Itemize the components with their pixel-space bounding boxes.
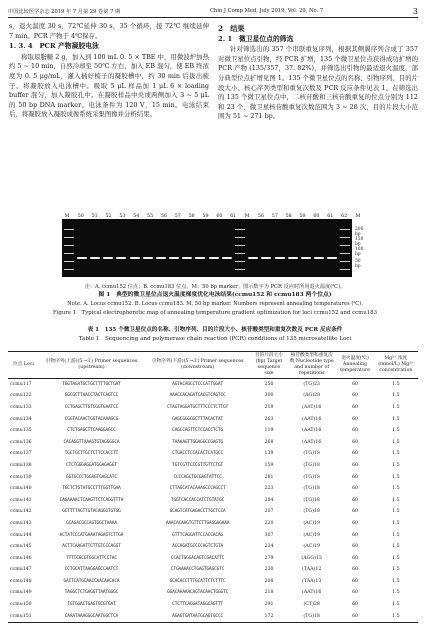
reverse-primer-cell: TGTCGTTCCCGTTGTTCTGT: [172, 462, 224, 468]
page-number: 3: [412, 6, 418, 16]
gel-lane-label: 58: [188, 214, 195, 219]
gel-lane: [88, 219, 102, 277]
gel-lane: [338, 219, 352, 277]
forward-primer-cell: CCTGCATTAAGGAGCCAATCT: [64, 567, 119, 573]
pcr-band: [261, 257, 271, 259]
target-size-cell: 207: [264, 509, 274, 515]
marker-band: [235, 253, 245, 254]
mg-cell: 1.5: [392, 393, 400, 399]
table-row: [8, 460, 418, 472]
forward-primer-cell: CTCTGAGCTTCAAGGAGCC: [67, 428, 116, 434]
repeat-cell: (CT)28: [303, 602, 320, 608]
gel-lane: [180, 219, 194, 277]
repeat-cell: (AC)19: [303, 544, 320, 550]
table-row: [8, 518, 418, 530]
locus-cell: ccmu143: [10, 520, 32, 526]
pcr-band: [209, 257, 219, 259]
forward-primer-cell: TGCTGCTTGCTCTTCCACCTT: [64, 451, 119, 457]
target-size-cell: 223: [264, 486, 274, 492]
table-row: [8, 391, 418, 403]
repeat-cell: (AAT)16: [302, 439, 322, 445]
repeat-cell: (TG)18: [303, 462, 320, 468]
annealing-temp-cell: 60: [352, 404, 359, 410]
forward-primer-cell: CAAATAAAGGGCAATGGCTCA: [39, 611, 144, 623]
gel-lane: [141, 219, 155, 277]
table-row: [8, 599, 418, 611]
marker-band: [340, 261, 350, 262]
locus-cell: ccmu140: [10, 486, 32, 492]
marker-band: [64, 253, 74, 254]
gel-lane-labels: [60, 212, 365, 219]
gel-lane: [220, 219, 234, 277]
pcr-band: [103, 257, 113, 259]
table-row: [8, 495, 418, 507]
annealing-temp-cell: 60: [336, 611, 373, 623]
header-repeat-type: 核苷酸类型和重复次数 Nucleotide type and number of repetitions: [287, 352, 337, 379]
marker-band: [340, 229, 350, 230]
forward-primer-cell: GCTTTTAGTTGTACAGGGTGTGG: [62, 509, 121, 515]
mg-cell: 1.5: [392, 544, 400, 550]
repeat-cell: (AAT)16: [302, 404, 322, 410]
target-size-cell: 291: [264, 602, 274, 608]
table-1-title-en: Table 1 Sequencing and polymerase chain reaction (PCR) conditions of 135 microsatellite Loci: [78, 336, 352, 342]
locus-cell: ccmu139: [10, 474, 32, 480]
forward-primer-cell: TGTGGACTGAGTGCGTGAT: [67, 602, 116, 608]
target-size-cell: 279: [264, 555, 274, 561]
gel-lane-label: 58: [285, 214, 292, 219]
mg-cell: 1.5: [392, 428, 400, 434]
reverse-primer-cell: CTCTTCAGGATAGGCAGTTT: [172, 602, 224, 608]
gel-lane-label: 52: [105, 214, 112, 219]
gel-lane: [154, 219, 168, 277]
locus-cell: ccmu122: [10, 393, 32, 399]
marker-band: [235, 261, 245, 262]
table-row: [8, 402, 418, 414]
mg-cell: 1.5: [392, 497, 400, 503]
mg-cell: 1.5: [392, 416, 400, 422]
marker-band: [64, 261, 74, 262]
gel-lane-label: M: [355, 214, 361, 219]
gel-lane-label: 51: [91, 214, 98, 219]
locus-cell: ccmu142: [10, 509, 32, 515]
forward-primer-cell: CTCTGGGAGGATGGAGAGGT: [66, 462, 117, 468]
locus-cell: ccmu151: [8, 611, 39, 623]
annealing-temp-cell: 60: [352, 474, 359, 480]
marker-band: [340, 269, 350, 270]
gel-lane: [114, 219, 128, 277]
header-reverse-primer: 引物序列(下游)(5′→3′) Primer sequences (downstream): [144, 352, 251, 379]
forward-primer-cell: CAGAAAACTCAAGTTCTCAGGTTTA: [59, 497, 124, 503]
table-row: [8, 588, 418, 600]
annealing-temp-cell: 60: [352, 451, 359, 457]
journal-name-en: Chin J Comp Med, July 2019, Vol. 29, No. 7: [209, 8, 324, 14]
forward-primer-cell: ACTTCAAGATTCTTGTCCCAGGT: [62, 544, 121, 550]
header-annealing-temp: 退火温度(℃) Annealing temperature: [336, 352, 373, 379]
marker-band: [340, 237, 350, 238]
gel-lane-label: M: [244, 214, 250, 219]
bp-size-label: 100 bp: [355, 247, 364, 257]
reverse-primer-cell: GTTTCAGGATTCCACCACAG: [172, 532, 224, 538]
figure-1-caption-cn: 图 1 典型的微卫星位点退火温度梯度优化电泳结果(ccmu152 和 ccmu183 两个位点): [98, 292, 332, 298]
repeat-cell: (TG)18: [303, 451, 320, 457]
locus-cell: ccmu134: [10, 416, 32, 422]
gel-lane-label: 53: [119, 214, 126, 219]
gel-lane-label: 50: [77, 214, 84, 219]
marker-band: [64, 237, 74, 238]
reverse-primer-cell: TGGTCACCACCATCTGTATGC: [170, 497, 225, 503]
mg-cell: 1.5: [392, 555, 400, 561]
gel-lane: [246, 219, 260, 277]
mg-cell: 1.5: [392, 486, 400, 492]
header-rule: [8, 17, 418, 18]
target-size-cell: 219: [264, 404, 274, 410]
annealing-temp-cell: 60: [352, 439, 359, 445]
forward-primer-cell: TTTTCGCGTGGCATTCCTAC: [66, 555, 117, 561]
table-row: [8, 553, 418, 565]
target-size-cell: 284: [264, 497, 274, 503]
annealing-temp-cell: 60: [352, 497, 359, 503]
gel-lane-label: M: [64, 214, 70, 219]
gel-lane-label: 57: [174, 214, 181, 219]
repeat-cell: (TG)18: [287, 611, 337, 623]
annealing-temp-cell: 60: [352, 509, 359, 515]
locus-cell: ccmu145: [10, 544, 32, 550]
target-size-cell: 119: [264, 428, 274, 434]
annealing-temp-cell: 60: [352, 393, 359, 399]
gel-lane-label: 61: [230, 214, 237, 219]
table-1: [8, 351, 418, 623]
reverse-primer-cell: GGACAAAAACAGTACAACTGGGTC: [167, 590, 229, 596]
annealing-temp-cell: 60: [352, 555, 359, 561]
pcr-band: [275, 257, 285, 259]
target-size-cell: 307: [264, 532, 274, 538]
repeat-cell: (TG)18: [303, 497, 320, 503]
gel-lane: [299, 219, 313, 277]
mg-cell: 1.5: [392, 381, 400, 387]
reverse-primer-cell: ACCAGATGCCCCAGTCTGTA: [172, 544, 224, 550]
header-target-size: 目的片段大小(bp) Target sequence size: [251, 352, 287, 379]
repeat-cell: (AAT)16: [302, 428, 322, 434]
target-size-cell: 172: [251, 611, 287, 623]
pcr-band: [90, 257, 100, 259]
gel-lane: [75, 219, 89, 277]
pcr-band: [169, 257, 179, 259]
annealing-temp-cell: 60: [352, 416, 359, 422]
gel-lane: [62, 219, 76, 277]
section-2-heading: 2 结果: [218, 24, 245, 33]
marker-band: [235, 269, 245, 270]
gel-lane: [273, 219, 287, 277]
forward-primer-cell: GACTCATGCAACCAACAACACA: [63, 578, 120, 584]
table-row: [8, 472, 418, 484]
mg-cell: 1.5: [392, 567, 400, 573]
gel-lane: [259, 219, 273, 277]
target-size-cell: 263: [264, 416, 274, 422]
gel-lane: [312, 219, 326, 277]
repeat-cell: (AC)19: [303, 532, 320, 538]
bp-size-label: 200 bp: [355, 227, 364, 237]
target-size-cell: 281: [264, 474, 274, 480]
figure-1-note-en: Note. A. Locus ccmu152. B. Locus ccmu183. M, 50 bp marker. Numbers represent annealing temperatures (℃).: [67, 301, 363, 307]
forward-primer-cell: CCTGAGCTTGTCGGTGAATCC: [64, 404, 119, 410]
reverse-primer-cell: GCACACCTTTGCATTCTCTTTC: [169, 578, 226, 584]
reverse-primer-cell: AGTACAGCCTCCCATTGGAT: [172, 381, 224, 387]
table-header-row: [8, 352, 418, 379]
pcr-band: [195, 257, 205, 259]
table-row: [8, 611, 418, 623]
table-row: [8, 565, 418, 577]
pcr-band: [130, 257, 140, 259]
repeat-cell: (AAT)16: [302, 590, 322, 596]
bp-size-label: 50 bp: [355, 259, 361, 269]
target-size-cell: 300: [264, 393, 274, 399]
locus-cell: ccmu150: [10, 602, 32, 608]
forward-primer-cell: TGCTCTGTATGCCTTTGGTTGAA: [62, 486, 121, 492]
marker-band: [235, 229, 245, 230]
forward-primer-cell: CGGTACAACTGGTACAAAGCG: [64, 416, 119, 422]
annealing-temp-cell: 60: [352, 544, 359, 550]
gel-image: [62, 219, 364, 277]
mg-cell: 1.5: [392, 462, 400, 468]
target-size-cell: 220: [264, 520, 274, 526]
methods-paragraph-2: 称取琼脂糖 2 g，加入到 100 mL 0. 5 × TBE 中，用微波炉加热约 5 ~ 10 min，自然冷却至 50℃ 左右，加入 EB 混匀，使 EB 终浓度为 0. 5 μg/mL，灌入插好梳子的凝胶槽中，约 30 min 后拔出梳子。将凝胶放入电泳槽中。吸取 5 μL 样品加 1 μL 6 × loading buffer 混匀，加入凝胶孔中。在凝胶样品中央或两侧加入 3 ~ 5 μL 的 50 bp DNA marker。电泳条件为 120 V，15 min。电泳结束后，将凝胶放入凝胶成像系统采集图像并分析结果。: [9, 52, 209, 119]
forward-primer-cell: GGCGCTTAACCTACTCAGTCC: [64, 393, 119, 399]
marker-band: [64, 269, 74, 270]
gel-lane-label: 55: [147, 214, 154, 219]
repeat-cell: (TAA)12: [302, 567, 322, 573]
locus-cell: ccmu146: [10, 555, 32, 561]
gel-lane-label: 60: [216, 214, 223, 219]
marker-band: [340, 253, 350, 254]
reverse-primer-cell: AAACACAAGTGTTCTTGAGGAGAAA: [165, 520, 230, 526]
locus-cell: ccmu138: [10, 462, 32, 468]
target-size-cell: 208: [264, 578, 274, 584]
gel-lane: [207, 219, 221, 277]
reverse-primer-cell: CTGACCTCCACACTCATGCC: [172, 451, 224, 457]
target-size-cell: 159: [264, 462, 274, 468]
reverse-primer-cell: GAGCGGGGGCTTTACACTAT: [172, 416, 224, 422]
gel-lane: [233, 219, 247, 277]
annealing-temp-cell: 60: [352, 532, 359, 538]
header-mg-concentration: Mg²⁺ 浓度 (mmol/L) Mg²⁺ concentration: [374, 352, 418, 379]
mg-cell: 1.5: [392, 439, 400, 445]
repeat-cell: (AC)19: [303, 520, 320, 526]
mg-cell: 1.5: [392, 578, 400, 584]
gel-lane-label: 54: [133, 214, 140, 219]
reverse-primer-cell: CTTAGCATACAAAGCCCAGCCT: [169, 486, 226, 492]
repeat-cell: (TAA)13: [302, 578, 322, 584]
section-1-3-4-heading: 1. 3. 4 PCR 产物凝胶电泳: [9, 42, 99, 51]
reverse-primer-cell: AGAGTGATAATGCAGTGCCC: [144, 611, 251, 623]
mg-cell: 1.5: [392, 602, 400, 608]
gel-lane-label: 56: [257, 214, 265, 219]
table-row: [8, 449, 418, 461]
repeat-cell: (AG)28: [303, 393, 321, 399]
gel-lane: [193, 219, 207, 277]
table-row: [8, 483, 418, 495]
mg-cell: 1.5: [392, 474, 400, 480]
figure-1-note-cn: 注：A. ccmu152 位点；B. ccmu183 位点。M：50 bp marker；图示数字为 PCR 反应时所用退火温度(℃)。: [84, 284, 346, 290]
table-1-body: [8, 379, 418, 623]
annealing-temp-cell: 60: [352, 578, 359, 584]
mg-cell: 1.5: [392, 451, 400, 457]
pcr-band: [248, 257, 258, 259]
pcr-band: [116, 257, 126, 259]
mg-cell: 1.5: [392, 590, 400, 596]
header-forward-primer: 引物序列(上游)(5′→3′) Primer sequences (upstream): [39, 352, 144, 379]
reverse-primer-cell: AAACCACAGATCACGTCAGTCC: [169, 393, 226, 399]
journal-name-cn: 中国比较医学杂志 2019 年 7 月第 29 卷第 7 期: [8, 8, 121, 15]
mg-cell: 1.5: [392, 404, 400, 410]
locus-cell: ccmu117: [10, 381, 32, 387]
table-row: [8, 576, 418, 588]
marker-band: [64, 245, 74, 246]
marker-band: [235, 237, 245, 238]
repeat-cell: (TG)18: [303, 486, 320, 492]
pcr-band: [182, 257, 192, 259]
table-row: [8, 425, 418, 437]
locus-cell: ccmu148: [10, 578, 32, 584]
locus-cell: ccmu133: [10, 404, 32, 410]
gel-lane: [167, 219, 181, 277]
forward-primer-cell: GGTGCCCTGGAGTGAGCATC: [66, 474, 117, 480]
mg-cell: 1.5: [392, 520, 400, 526]
pcr-band: [222, 257, 232, 259]
target-size-cell: 250: [264, 381, 274, 387]
running-header: [8, 6, 418, 16]
mg-cell: 1.5: [392, 532, 400, 538]
pcr-band: [77, 257, 87, 259]
forward-primer-cell: GCAGACGCCAGTGGCTAAAA: [66, 520, 117, 526]
annealing-temp-cell: 60: [352, 567, 359, 573]
figure-1-caption-en: Figure 1 Typical electrophoretic map of annealing temperature gradient optimization for loci ccmu152 and ccmu183: [52, 310, 378, 316]
reverse-primer-cell: CCCCAGCTGCGAGTATTCC: [173, 474, 222, 480]
annealing-temp-cell: 60: [352, 520, 359, 526]
gel-lane-label: 61: [327, 214, 334, 219]
locus-cell: ccmu137: [10, 451, 32, 457]
table-row: [8, 541, 418, 553]
table-row: [8, 437, 418, 449]
gel-lane-label: 62: [341, 214, 348, 219]
target-size-cell: 268: [264, 439, 274, 445]
pcr-band: [327, 257, 337, 259]
gel-lane-label: 59: [299, 214, 306, 219]
table-row: [8, 414, 418, 426]
methods-paragraph-1: s，退火温度 30 s，72℃延伸 30 s，35 个循环，接 72℃ 继续延伸 7 min。PCR 产物于 4℃保存。: [9, 22, 209, 40]
gel-lane: [286, 219, 300, 277]
reverse-primer-cell: GCAGTCATGAGACCTTGCTCCA: [169, 509, 226, 515]
section-2-1-heading: 2. 1 微卫星位点的筛选: [218, 34, 294, 43]
table-row: [8, 379, 418, 391]
results-paragraph-1: 针对筛选出的 357 个串联重复序列，根据其侧翼序列合成了 357 对微卫星位点引物，经 PCR 扩增，135 个微卫星位点获得成功扩增的 PCR 产物 (135/357，37. 82%)，并筛选出引物的最适退火温度，部分典型位点扩增见图 1。135 个微卫星位点的名称、引物序列、目的片段大小、核心序列类型和重复次数及 PCR 反应条件见表 1。在筛选出的 135 个微卫星位点中，二核苷酸和三核苷酸重复的位点分别为 112 和 23 个，微卫星核苷酸重复次数范围为 3 ~ 28 次，目的片段大小范围为 51 ~ 271 bp。: [218, 45, 418, 121]
gel-lane: [325, 219, 339, 277]
pcr-band: [288, 257, 298, 259]
annealing-temp-cell: 60: [352, 462, 359, 468]
annealing-temp-cell: 60: [352, 381, 359, 387]
right-column: [218, 22, 418, 122]
reverse-primer-cell: CAGCCAGTTCTCCACCTCTG: [172, 428, 224, 434]
locus-cell: ccmu136: [10, 439, 32, 445]
repeat-cell: (TG)18: [303, 474, 320, 480]
annealing-temp-cell: 60: [352, 428, 359, 434]
marker-band: [64, 229, 74, 230]
annealing-temp-cell: 60: [352, 590, 359, 596]
mg-cell: 1.5: [392, 509, 400, 515]
forward-primer-cell: TGGTAGATGCTGCTTTTGCTGAT: [62, 381, 121, 387]
gel-lane-label: 59: [202, 214, 209, 219]
target-size-cell: 139: [264, 451, 274, 457]
table-row: [8, 507, 418, 519]
pcr-band: [314, 257, 324, 259]
locus-cell: ccmu147: [10, 567, 32, 573]
table-row: [8, 530, 418, 542]
bp-size-label: 150 bp: [355, 237, 364, 247]
locus-cell: ccmu149: [10, 590, 32, 596]
gel-lane-label: 60: [313, 214, 320, 219]
target-size-cell: 230: [264, 567, 274, 573]
repeat-cell: (AGG)13: [301, 555, 322, 561]
forward-primer-cell: ACTATCCCATGAAATAGAGTCTTGA: [59, 532, 124, 538]
locus-cell: ccmu141: [10, 497, 32, 503]
forward-primer-cell: CACAGGTTAAAGTGTAGGGGCA: [63, 439, 120, 445]
annealing-temp-cell: 60: [352, 486, 359, 492]
pcr-band: [301, 257, 311, 259]
reverse-primer-cell: CCACTGGGACAGTCGACATTC: [170, 555, 225, 561]
locus-cell: ccmu144: [10, 532, 32, 538]
header-locus: 位点 Loci: [8, 352, 39, 379]
reverse-primer-cell: CTAGTAGGATGCTTTCCCTCTTGT: [167, 404, 229, 410]
left-column: [9, 22, 209, 120]
marker-band: [340, 245, 350, 246]
repeat-cell: (TG)23: [303, 381, 320, 387]
forward-primer-cell: TAGGCTCTGAGGTTAATGGGC: [64, 590, 119, 596]
gel-lane-label: 56: [160, 214, 167, 219]
annealing-temp-cell: 60: [352, 602, 359, 608]
pcr-band: [156, 257, 166, 259]
reverse-primer-cell: CTGAAAACCTGAGTGAGCGTC: [170, 567, 225, 573]
table-1-title-cn: 表 1 135 个微卫星位点的名称、引物序列、目的片段大小、核苷酸类型和重复次数及 PCR 反应条件: [87, 327, 343, 333]
gel-lane: [128, 219, 142, 277]
figure-1: [60, 212, 365, 277]
pcr-band: [143, 257, 153, 259]
reverse-primer-cell: TAAAAGTTGGAGGCCGAGTG: [172, 439, 224, 445]
repeat-cell: (TG)18: [303, 509, 320, 515]
repeat-cell: (AAT)16: [302, 416, 322, 422]
locus-cell: ccmu135: [10, 428, 32, 434]
marker-band: [235, 245, 245, 246]
gel-lane: [101, 219, 115, 277]
mg-cell: 1.5: [374, 611, 418, 623]
target-size-cell: 224: [264, 544, 274, 550]
gel-lane-label: 57: [271, 214, 278, 219]
target-size-cell: 218: [264, 590, 274, 596]
